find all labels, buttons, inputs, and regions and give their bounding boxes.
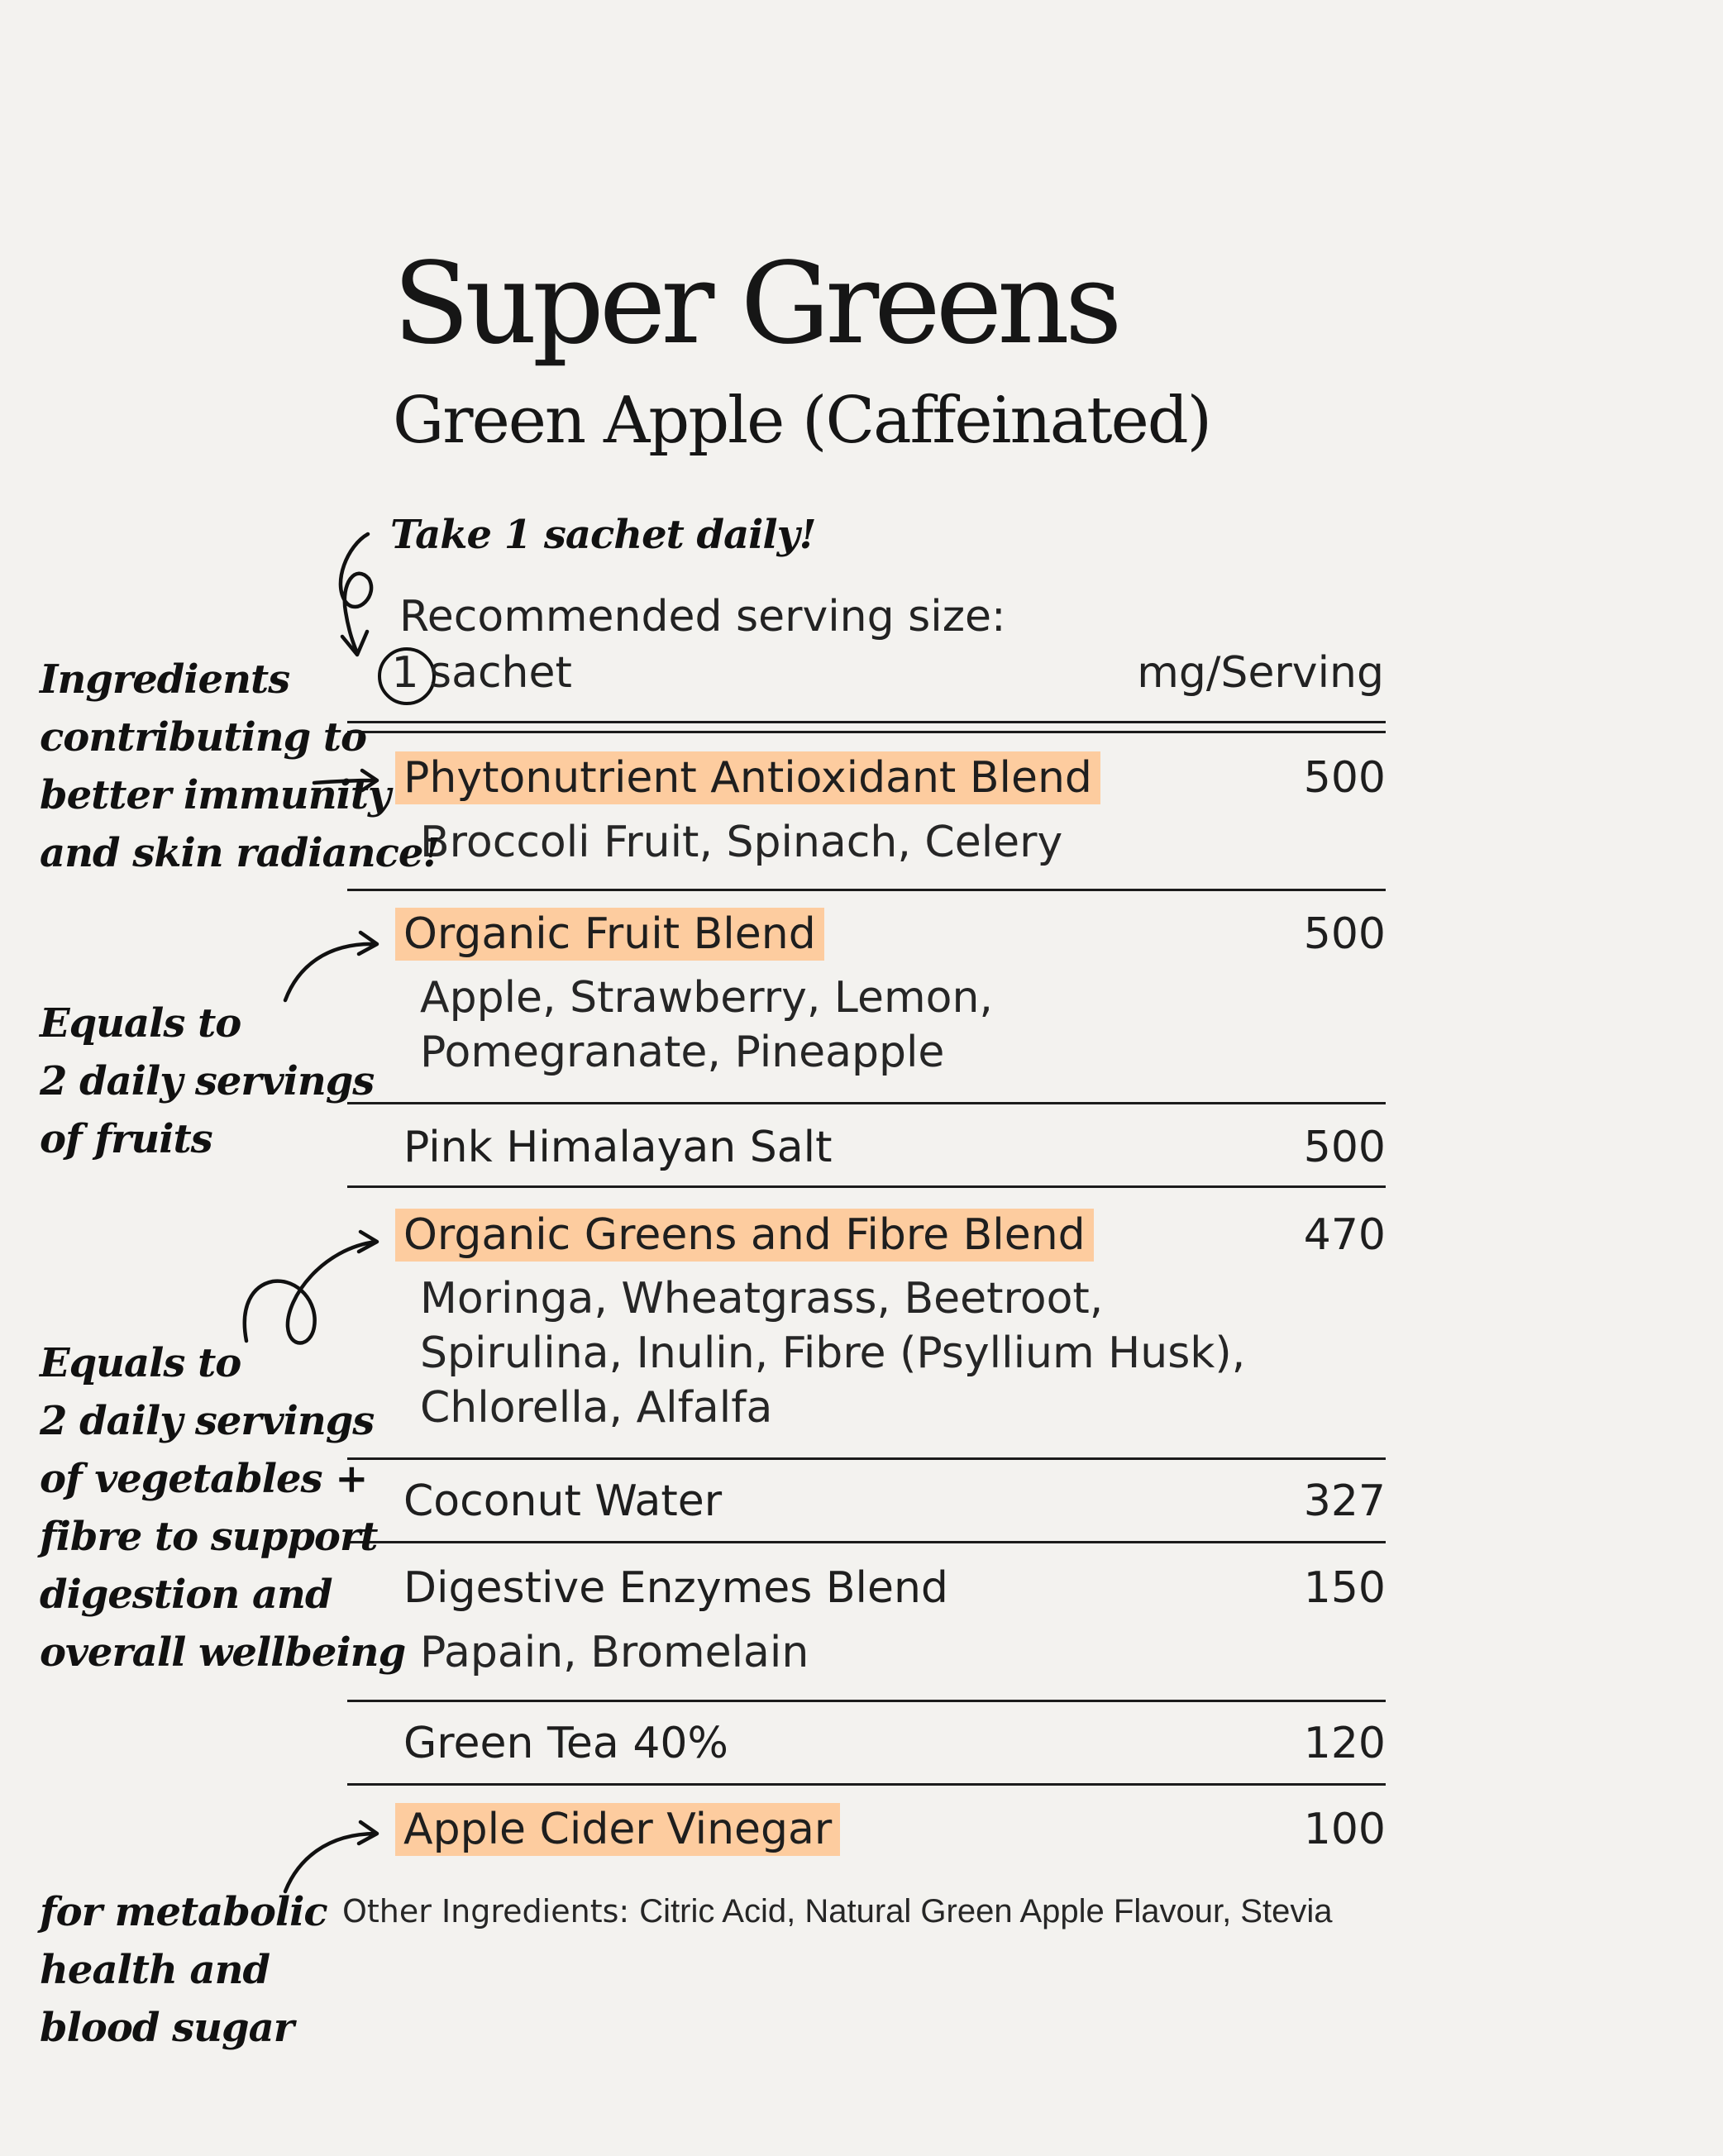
annotation-line: better immunity: [40, 772, 390, 818]
serving-quantity-number: 1: [391, 648, 419, 698]
arrow-right-icon: [314, 770, 377, 790]
column-header-mg: mg/Serving: [1137, 648, 1384, 698]
annotation-line: digestion and: [40, 1572, 332, 1618]
other-ingredients-label: Other Ingredients:: [342, 1893, 630, 1929]
ingredient-name: Pink Himalayan Salt: [403, 1123, 833, 1172]
annotation-line: blood sugar: [40, 2005, 294, 2051]
annotation-line: of fruits: [40, 1116, 212, 1162]
ingredient-amount: 150: [1303, 1563, 1386, 1613]
ingredient-name: Phytonutrient Antioxidant Blend: [395, 751, 1100, 804]
ingredient-components: Chlorella, Alfalfa: [420, 1383, 773, 1433]
ingredient-amount: 470: [1303, 1210, 1386, 1260]
ingredient-components: Spirulina, Inulin, Fibre (Psyllium Husk),: [420, 1328, 1246, 1378]
annotation-line: Equals to: [40, 1000, 241, 1047]
ingredient-name: Apple Cider Vinegar: [395, 1803, 840, 1856]
ingredient-amount: 120: [1303, 1719, 1386, 1768]
ingredient-name: Organic Greens and Fibre Blend: [395, 1209, 1094, 1262]
ingredient-components: Pomegranate, Pineapple: [420, 1028, 945, 1077]
loop-arrow-icon: [341, 534, 371, 655]
product-title: Super Greens: [393, 239, 1118, 370]
ingredient-amount: 500: [1303, 1123, 1386, 1172]
curved-arrow-icon: [285, 933, 377, 1000]
ingredient-name: Green Tea 40%: [403, 1719, 728, 1768]
annotation-line: health and: [40, 1947, 270, 1993]
annotation-line: contributing to: [40, 714, 367, 761]
annotation-line: 2 daily servings: [40, 1058, 375, 1104]
ingredient-amount: 500: [1303, 753, 1386, 803]
serving-quantity-unit: sachet: [429, 648, 572, 698]
annotation-line: 2 daily servings: [40, 1398, 375, 1444]
ingredient-components: Moringa, Wheatgrass, Beetroot,: [420, 1274, 1104, 1324]
annotation-line: fibre to support: [40, 1514, 378, 1560]
ingredient-amount: 500: [1303, 909, 1386, 959]
serving-size-label: Recommended serving size:: [399, 592, 1006, 642]
ingredient-components: Apple, Strawberry, Lemon,: [420, 973, 993, 1023]
ingredient-amount: 327: [1303, 1476, 1386, 1526]
loop-arrow-icon: [245, 1232, 377, 1343]
product-flavour: Green Apple (Caffeinated): [393, 384, 1211, 458]
ingredient-name: Digestive Enzymes Blend: [403, 1563, 948, 1613]
ingredient-name: Organic Fruit Blend: [395, 908, 824, 961]
ingredient-amount: 100: [1303, 1805, 1386, 1854]
annotation-line: and skin radiance!: [40, 830, 440, 876]
other-ingredients-value: Citric Acid, Natural Green Apple Flavour, Stevia: [639, 1893, 1333, 1929]
annotation-line: for metabolic: [40, 1889, 327, 1935]
annotation-line: Ingredients: [40, 656, 290, 703]
ingredient-components: Papain, Bromelain: [420, 1628, 809, 1677]
annotation-line: overall wellbeing: [40, 1629, 406, 1676]
ingredient-components: Broccoli Fruit, Spinach, Celery: [420, 818, 1063, 867]
annotation-line: of vegetables +: [40, 1456, 368, 1502]
curved-arrow-icon: [285, 1822, 377, 1891]
ingredient-name: Coconut Water: [403, 1476, 723, 1526]
serving-note: Take 1 sachet daily!: [390, 512, 816, 558]
annotation-line: Equals to: [40, 1340, 241, 1386]
